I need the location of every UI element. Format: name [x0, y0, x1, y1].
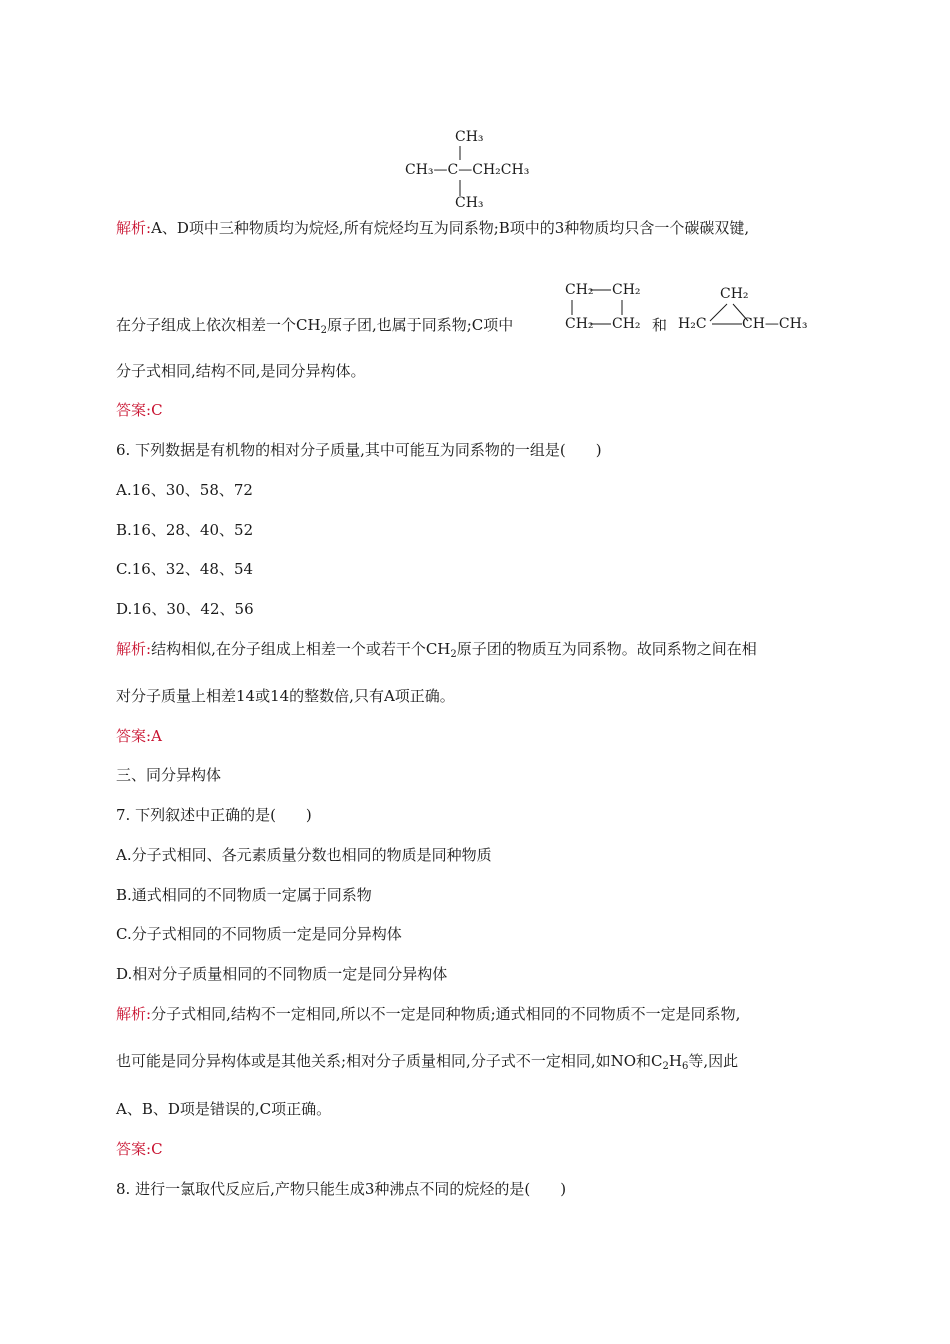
q6-option-a: A.16、30、58、72	[116, 481, 253, 499]
cyclobutane-bonds	[560, 280, 650, 340]
q5-analysis-line-1: 解析:A、D项中三种物质均为烷烃,所有烷烃均互为同系物;B项中的3种物质均只含一个碳碳双键,	[116, 219, 750, 237]
q6-question: 6. 下列数据是有机物的相对分子质量,其中可能互为同系物的一组是( )	[116, 441, 602, 459]
q5-answer: 答案:C	[116, 401, 163, 419]
cyclobutane-br: CH₂	[612, 316, 641, 332]
analysis-label: 解析:	[116, 640, 152, 658]
q6-option-b: B.16、28、40、52	[116, 521, 254, 539]
cyclobutane-bl: CH₂	[565, 316, 594, 332]
q6-option-c: C.16、32、48、54	[116, 560, 254, 578]
cyclopropane-top: CH₂	[720, 286, 749, 302]
q8-question: 8. 进行一氯取代反应后,产物只能生成3种沸点不同的烷烃的是( )	[116, 1180, 567, 1198]
q7-question: 7. 下列叙述中正确的是( )	[116, 806, 312, 824]
q7-analysis-line-3: A、B、D项是错误的,C项正确。	[116, 1100, 332, 1118]
analysis-label: 解析:	[116, 219, 152, 237]
q7-option-b: B.通式相同的不同物质一定属于同系物	[116, 886, 372, 904]
cyclobutane-tl: CH₂	[565, 282, 594, 298]
q6-analysis-line-2: 对分子质量上相差14或14的整数倍,只有A项正确。	[116, 687, 455, 705]
q7-option-c: C.分子式相同的不同物质一定是同分异构体	[116, 925, 402, 943]
q7-analysis-line-2: 也可能是同分异构体或是其他关系;相对分子质量相同,分子式不一定相同,如NO和$C_2H_6$等,因此	[116, 1052, 739, 1072]
section-heading: 三、同分异构体	[116, 766, 222, 784]
q5-analysis-line-3: 分子式相同,结构不同,是同分异构体。	[116, 362, 366, 380]
cyclopropane-left: H₂C	[678, 316, 707, 332]
q6-option-d: D.16、30、42、56	[116, 600, 254, 618]
q6-analysis-line-1: 解析:结构相似,在分子组成上相差一个或若干个$CH_2$原子团的物质互为同系物。故同系物之间在相	[116, 640, 757, 660]
struct-bottom-group: CH₃	[455, 195, 484, 211]
q7-option-a: A.分子式相同、各元素质量分数也相同的物质是同种物质	[116, 846, 492, 864]
analysis-label: 解析:	[116, 1005, 152, 1023]
and-word: 和	[652, 316, 668, 334]
q7-option-d: D.相对分子质量相同的不同物质一定是同分异构体	[116, 965, 448, 983]
cyclopropane-bonds	[700, 296, 760, 332]
cyclobutane-tr: CH₂	[612, 282, 641, 298]
q7-answer: 答案:C	[116, 1140, 163, 1158]
cyclopropane-right: CH—CH₃	[742, 316, 808, 332]
q7-analysis-line-1: 解析:分子式相同,结构不一定相同,所以不一定是同种物质;通式相同的不同物质不一定是同系物,	[116, 1005, 741, 1023]
q5-analysis-line-2: 在分子组成上依次相差一个$CH_2$原子团,也属于同系物;C项中	[116, 316, 514, 336]
struct-top-group: CH₃	[455, 129, 484, 145]
struct-left-group: CH₃—C—CH₂CH₃	[405, 162, 530, 178]
q6-answer: 答案:A	[116, 727, 162, 745]
